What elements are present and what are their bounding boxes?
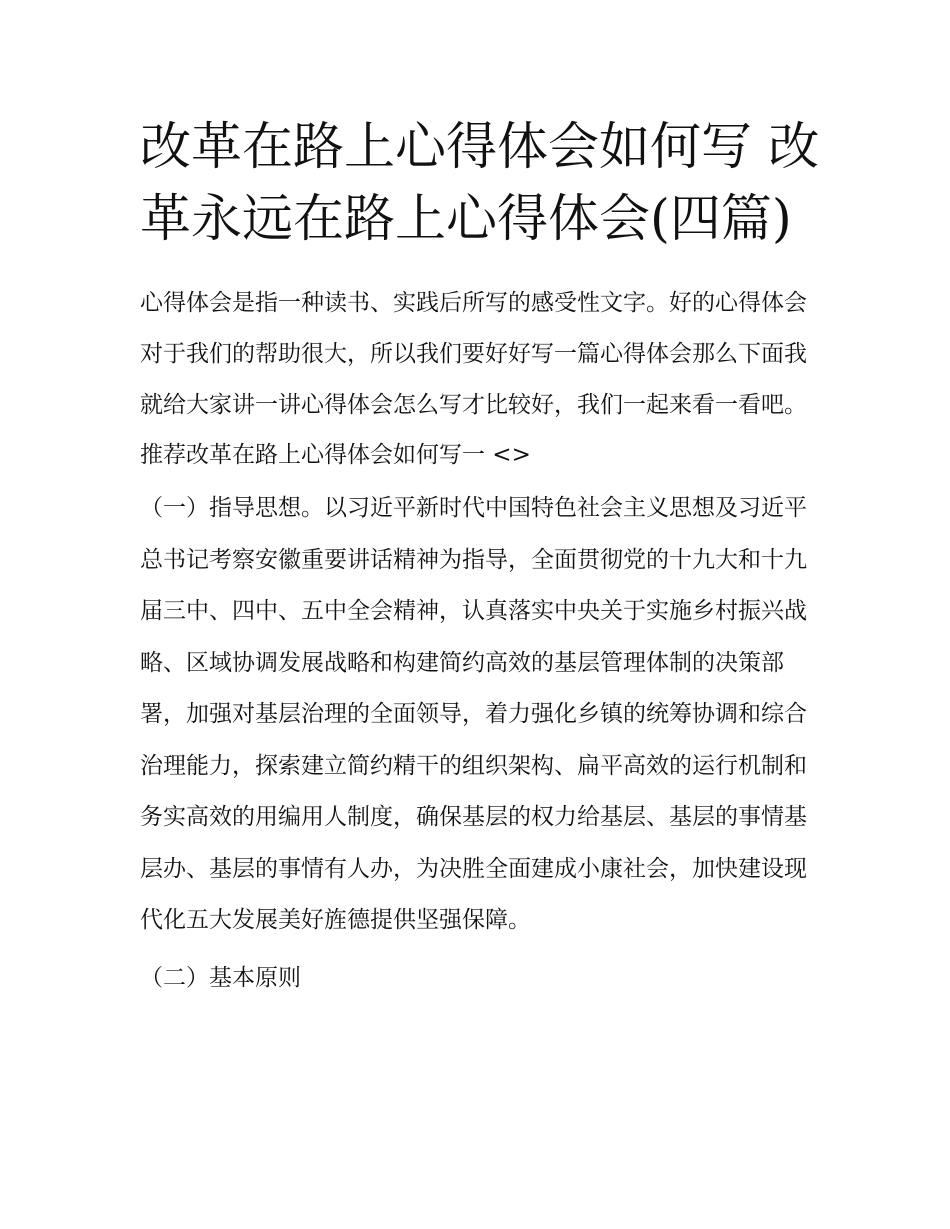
document-title: 改革在路上心得体会如何写 改革永远在路上心得体会(四篇) bbox=[140, 118, 820, 249]
intro-paragraph: 心得体会是指一种读书、实践后所写的感受性文字。好的心得体会对于我们的帮助很大，所以我们要好好写一篇心得体会那么下面我就给大家讲一讲心得体会怎么写才比较好，我们一起来看一看吧。 bbox=[140, 290, 807, 418]
recommend-heading: 推荐改革在路上心得体会如何写一 <> bbox=[140, 442, 531, 468]
section-two-heading: （二）基本原则 bbox=[140, 964, 301, 991]
document-body bbox=[140, 278, 820, 1004]
section-one-paragraph: （一）指导思想。以习近平新时代中国特色社会主义思想及习近平总书记考察安徽重要讲话精神为指导，全面贯彻党的十九大和十九届三中、四中、五中全会精神，认真落实中央关于实施乡村振兴战略、区域协调发展战略和构建简约高效的基层管理体制的决策部署，加强对基层治理的全面领导，着力强化乡镇的统筹协调和综合治理能力，探索建立简约精干的组织架构、扁平高效的运行机制和务实高效的用编用人制度，确保基层的权力给基层、基层的事情基层办、基层的事情有人办，为决胜全面建成小康社会，加快建设现代化五大发展美好旌德提供坚强保障。 bbox=[140, 495, 807, 933]
